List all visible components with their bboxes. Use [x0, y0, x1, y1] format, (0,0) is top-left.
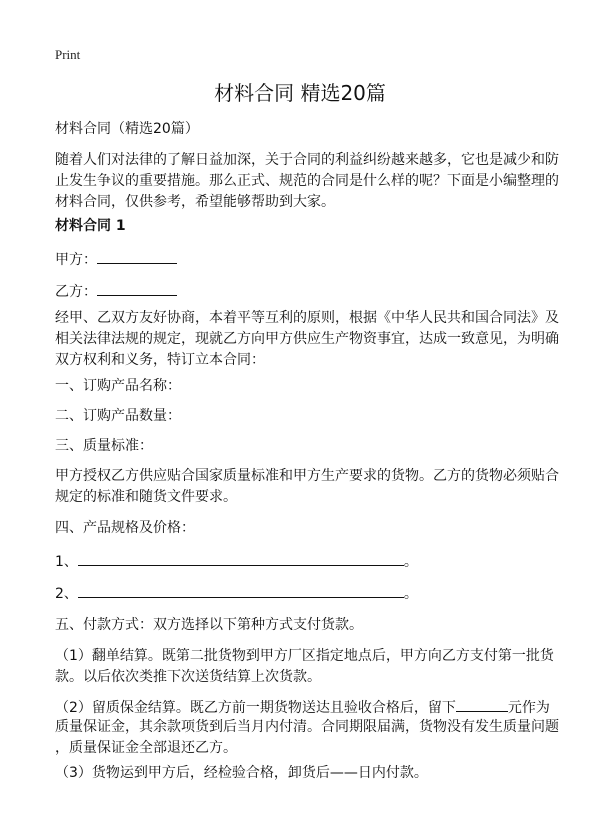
document-subtitle: 材料合同（精选20篇） — [55, 121, 199, 137]
party-b-field — [55, 281, 177, 301]
spec-2-prefix: 2、 — [55, 586, 78, 602]
payment-option-2-line: ，质量保证金全部退还乙方。 — [55, 740, 237, 756]
party-a-blank — [97, 249, 177, 264]
spec-1-suffix: 。 — [403, 554, 418, 570]
party-a-field — [55, 249, 177, 269]
intro-line: 随着人们对法律的了解日益加深，关于合同的利益纠纷越来越多，它也是减少和防 — [55, 152, 559, 168]
preamble-line: 相关法律法规的规定，现就乙方向甲方供应生产物资事宜，达成一致意见，为明确 — [55, 331, 559, 347]
clause-spec-price: 四、产品规格及价格： — [55, 520, 195, 536]
print-link[interactable]: Print — [55, 47, 81, 62]
preamble-line: 双方权利和义务，特订立本合同： — [55, 352, 265, 368]
spec-row-2 — [55, 583, 418, 603]
party-b-label: 乙方： — [55, 284, 97, 300]
intro-line: 材料合同，仅供参考，希望能够帮助到大家。 — [55, 194, 335, 210]
deposit-amount-blank — [456, 697, 508, 712]
quality-line: 规定的标准和随货文件要求。 — [55, 489, 237, 505]
party-a-label: 甲方： — [55, 252, 97, 268]
quality-line: 甲方授权乙方供应贴合国家质量标准和甲方生产要求的货物。乙方的货物必须贴合 — [55, 468, 559, 484]
spec-row-1 — [55, 551, 418, 571]
spec-2-blank — [78, 583, 404, 598]
clause-payment: 五、付款方式：双方选择以下第种方式支付货款。 — [55, 617, 363, 633]
payment-option-2-line — [55, 697, 550, 717]
payment-option-2-line: 质量保证金，其余款项货到后当月内付清。合同期限届满，货物没有发生质量问题 — [55, 719, 559, 735]
spec-2-suffix: 。 — [403, 586, 418, 602]
clause-quality-standard: 三、质量标准： — [55, 438, 153, 454]
preamble-line: 经甲、乙双方友好协商，本着平等互利的原则，根据《中华人民共和国合同法》及 — [55, 310, 559, 326]
spec-1-blank — [78, 551, 404, 566]
spec-1-prefix: 1、 — [55, 554, 78, 570]
section-heading: 材料合同 1 — [55, 218, 126, 234]
payment-option-1-line: 款。以后依次类推下次送货结算上次货款。 — [55, 669, 321, 685]
clause-product-name: 一、订购产品名称： — [55, 378, 181, 394]
payment-option-3-line: （3）货物运到甲方后，经检验合格，卸货后——日内付款。 — [55, 765, 428, 781]
payment-option-2-text: （2）留质保金结算。既乙方前一期货物送达且验收合格后，留下 — [55, 700, 456, 716]
payment-option-1-line: （1）翻单结算。既第二批货物到甲方厂区指定地点后，甲方向乙方支付第一批货 — [55, 648, 554, 664]
page-title: 材料合同 精选20篇 — [214, 81, 386, 105]
party-b-blank — [97, 281, 177, 296]
intro-line: 止发生争议的重要措施。那么正式、规范的合同是什么样的呢？下面是小编整理的 — [55, 173, 559, 189]
clause-product-quantity: 二、订购产品数量： — [55, 408, 181, 424]
payment-option-2-text: 元作为 — [507, 700, 550, 716]
